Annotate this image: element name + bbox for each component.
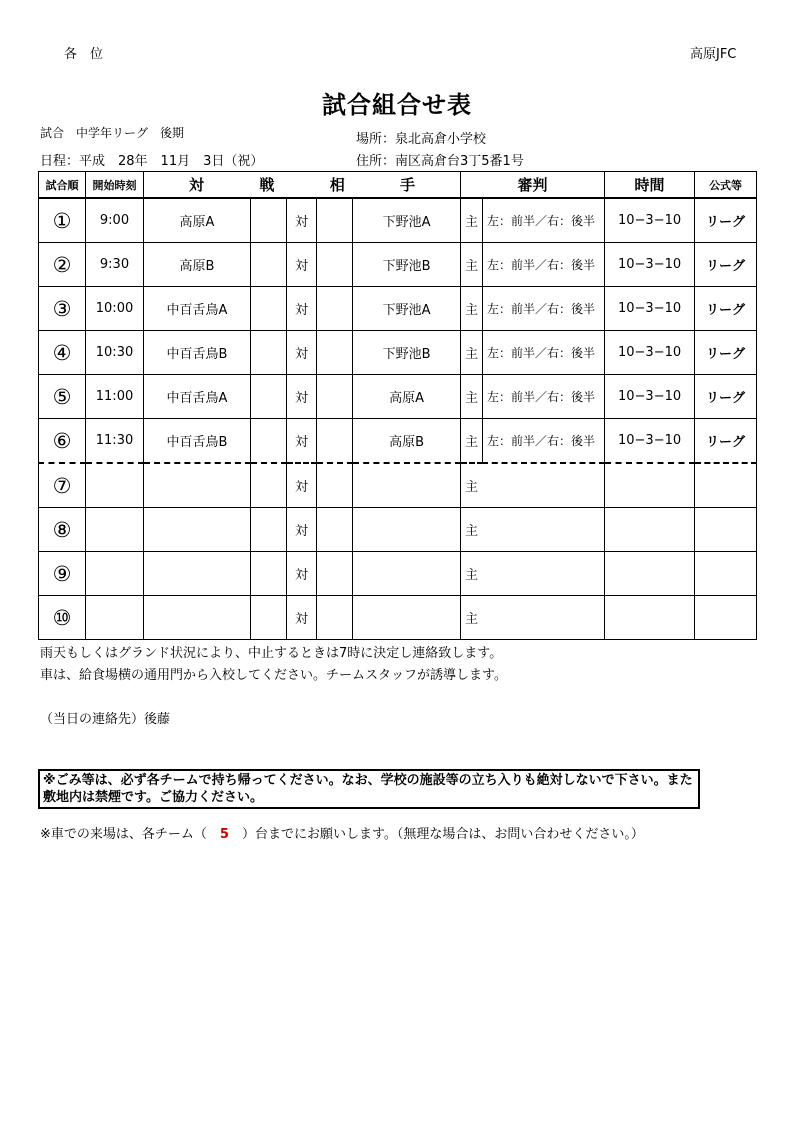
duration-cell: 10−3−10 xyxy=(605,243,695,287)
team-a-cell xyxy=(144,552,251,596)
main-referee-cell: 主 xyxy=(461,463,605,508)
contact-note: （当日の連絡先）後藤 xyxy=(40,712,171,727)
vs-cell: 対 xyxy=(287,419,317,464)
match-type-cell: リーグ xyxy=(695,287,757,331)
venue-label: 場所：泉北高倉小学校 xyxy=(356,132,487,147)
parking-prefix: ※車での来場は、各チーム（ xyxy=(40,827,220,842)
start-time-cell xyxy=(86,596,144,640)
match-number: ⑨ xyxy=(39,552,86,596)
table-row xyxy=(39,331,757,375)
match-type-cell xyxy=(695,552,757,596)
blank-cell xyxy=(251,287,287,331)
team-a-cell: 中百舌鳥A xyxy=(144,375,251,419)
header-opponents-char: 手 xyxy=(400,176,416,194)
table-row xyxy=(39,552,757,596)
match-number: ⑧ xyxy=(39,508,86,552)
header-official: 公式等 xyxy=(695,172,757,199)
match-number: ⑥ xyxy=(39,419,86,464)
table-row xyxy=(39,287,757,331)
match-number: ④ xyxy=(39,331,86,375)
match-number: ① xyxy=(39,198,86,243)
blank-cell xyxy=(317,508,353,552)
team-a-cell xyxy=(144,463,251,508)
main-referee-cell: 主 xyxy=(461,552,605,596)
blank-cell xyxy=(317,331,353,375)
vs-cell: 対 xyxy=(287,243,317,287)
vs-cell: 対 xyxy=(287,596,317,640)
trash-notice-box: ※ごみ等は、必ず各チームで持ち帰ってください。なお、学校の施設等の立ち入りも絶対しないで下さい。また敷地内は禁煙です。ご協力ください。 xyxy=(38,769,700,809)
match-number: ⑤ xyxy=(39,375,86,419)
blank-cell xyxy=(251,596,287,640)
header-order: 試合順 xyxy=(39,172,86,199)
team-b-cell: 下野池A xyxy=(353,198,461,243)
table-header-row xyxy=(39,172,757,199)
vs-cell: 対 xyxy=(287,287,317,331)
duration-cell: 10−3−10 xyxy=(605,419,695,464)
match-number: ⑦ xyxy=(39,463,86,508)
schedule-table xyxy=(38,171,757,640)
page-title: 試合組合せ表 xyxy=(322,91,472,119)
car-entry-note: 車は、給食場横の通用門から入校してください。チームスタッフが誘導します。 xyxy=(40,668,507,683)
main-referee-cell: 主 xyxy=(461,508,605,552)
team-b-cell: 下野池B xyxy=(353,243,461,287)
match-type-cell: リーグ xyxy=(695,198,757,243)
parking-suffix: ）台までにお願いします。（無理な場合は、お問い合わせください。） xyxy=(228,827,644,842)
blank-cell xyxy=(317,463,353,508)
referee-assignment-cell: 左：前半／右：後半 xyxy=(483,287,605,331)
start-time-cell: 11:30 xyxy=(86,419,144,464)
vs-cell: 対 xyxy=(287,375,317,419)
blank-cell xyxy=(317,419,353,464)
blank-cell xyxy=(251,375,287,419)
referee-assignment-cell: 左：前半／右：後半 xyxy=(483,243,605,287)
header-opponents-char: 戦 xyxy=(259,176,275,194)
match-type-cell xyxy=(695,463,757,508)
blank-cell xyxy=(251,419,287,464)
rain-note: 雨天もしくはグランド状況により、中止するときは7時に決定し連絡致します。 xyxy=(40,646,503,661)
match-label: 試合 中学年リーグ 後期 xyxy=(40,126,185,140)
blank-cell xyxy=(317,287,353,331)
match-type-cell: リーグ xyxy=(695,375,757,419)
match-type-cell xyxy=(695,508,757,552)
team-a-cell xyxy=(144,596,251,640)
vs-cell: 対 xyxy=(287,331,317,375)
match-number: ③ xyxy=(39,287,86,331)
referee-assignment-cell: 左：前半／右：後半 xyxy=(483,375,605,419)
match-type-cell: リーグ xyxy=(695,419,757,464)
table-row xyxy=(39,463,757,508)
duration-cell xyxy=(605,552,695,596)
header-opponents xyxy=(144,172,461,199)
blank-cell xyxy=(251,508,287,552)
start-time-cell: 11:00 xyxy=(86,375,144,419)
match-type-cell xyxy=(695,596,757,640)
main-referee-cell: 主 xyxy=(461,243,483,287)
team-a-cell: 中百舌鳥A xyxy=(144,287,251,331)
header-start-time: 開始時刻 xyxy=(86,172,144,199)
blank-cell xyxy=(251,463,287,508)
referee-assignment-cell: 左：前半／右：後半 xyxy=(483,419,605,464)
address-label: 住所：南区高倉台3丁5番1号 xyxy=(356,154,524,169)
recipient-label: 各 位 xyxy=(64,47,104,62)
duration-cell xyxy=(605,508,695,552)
start-time-cell xyxy=(86,552,144,596)
team-b-cell: 下野池A xyxy=(353,287,461,331)
start-time-cell: 9:00 xyxy=(86,198,144,243)
main-referee-cell: 主 xyxy=(461,375,483,419)
table-row xyxy=(39,243,757,287)
main-referee-cell: 主 xyxy=(461,198,483,243)
duration-cell xyxy=(605,596,695,640)
header-opponents-char: 相 xyxy=(329,176,345,194)
main-referee-cell: 主 xyxy=(461,331,483,375)
main-referee-cell: 主 xyxy=(461,287,483,331)
duration-cell xyxy=(605,463,695,508)
start-time-cell xyxy=(86,508,144,552)
blank-cell xyxy=(317,552,353,596)
team-b-cell xyxy=(353,508,461,552)
blank-cell xyxy=(317,596,353,640)
header-opponents-char: 対 xyxy=(189,176,205,194)
organizer-label: 高原JFC xyxy=(690,47,737,62)
table-row xyxy=(39,596,757,640)
blank-cell xyxy=(317,375,353,419)
start-time-cell: 9:30 xyxy=(86,243,144,287)
blank-cell xyxy=(251,552,287,596)
blank-cell xyxy=(251,331,287,375)
blank-cell xyxy=(317,243,353,287)
team-b-cell: 下野池B xyxy=(353,331,461,375)
match-type-cell: リーグ xyxy=(695,243,757,287)
team-b-cell xyxy=(353,552,461,596)
match-number: ② xyxy=(39,243,86,287)
team-a-cell: 中百舌鳥B xyxy=(144,419,251,464)
start-time-cell: 10:00 xyxy=(86,287,144,331)
parking-count: 5 xyxy=(219,827,229,842)
team-b-cell: 高原A xyxy=(353,375,461,419)
team-b-cell xyxy=(353,596,461,640)
table-row xyxy=(39,198,757,243)
parking-note xyxy=(40,823,644,842)
blank-cell xyxy=(317,198,353,243)
team-a-cell: 高原B xyxy=(144,243,251,287)
blank-cell xyxy=(251,198,287,243)
main-referee-cell: 主 xyxy=(461,596,605,640)
header-referee: 審判 xyxy=(461,172,605,199)
team-b-cell: 高原B xyxy=(353,419,461,464)
table-row xyxy=(39,375,757,419)
start-time-cell: 10:30 xyxy=(86,331,144,375)
duration-cell: 10−3−10 xyxy=(605,198,695,243)
team-a-cell: 高原A xyxy=(144,198,251,243)
date-label: 日程：平成 28年 11月 3日（祝） xyxy=(40,154,264,169)
main-referee-cell: 主 xyxy=(461,419,483,464)
duration-cell: 10−3−10 xyxy=(605,287,695,331)
table-row xyxy=(39,508,757,552)
vs-cell: 対 xyxy=(287,198,317,243)
vs-cell: 対 xyxy=(287,463,317,508)
table-row xyxy=(39,419,757,464)
vs-cell: 対 xyxy=(287,508,317,552)
referee-assignment-cell: 左：前半／右：後半 xyxy=(483,331,605,375)
blank-cell xyxy=(251,243,287,287)
team-a-cell: 中百舌鳥B xyxy=(144,331,251,375)
team-a-cell xyxy=(144,508,251,552)
vs-cell: 対 xyxy=(287,552,317,596)
header-duration: 時間 xyxy=(605,172,695,199)
referee-assignment-cell: 左：前半／右：後半 xyxy=(483,198,605,243)
duration-cell: 10−3−10 xyxy=(605,375,695,419)
match-type-cell: リーグ xyxy=(695,331,757,375)
duration-cell: 10−3−10 xyxy=(605,331,695,375)
start-time-cell xyxy=(86,463,144,508)
team-b-cell xyxy=(353,463,461,508)
match-number: ⑩ xyxy=(39,596,86,640)
